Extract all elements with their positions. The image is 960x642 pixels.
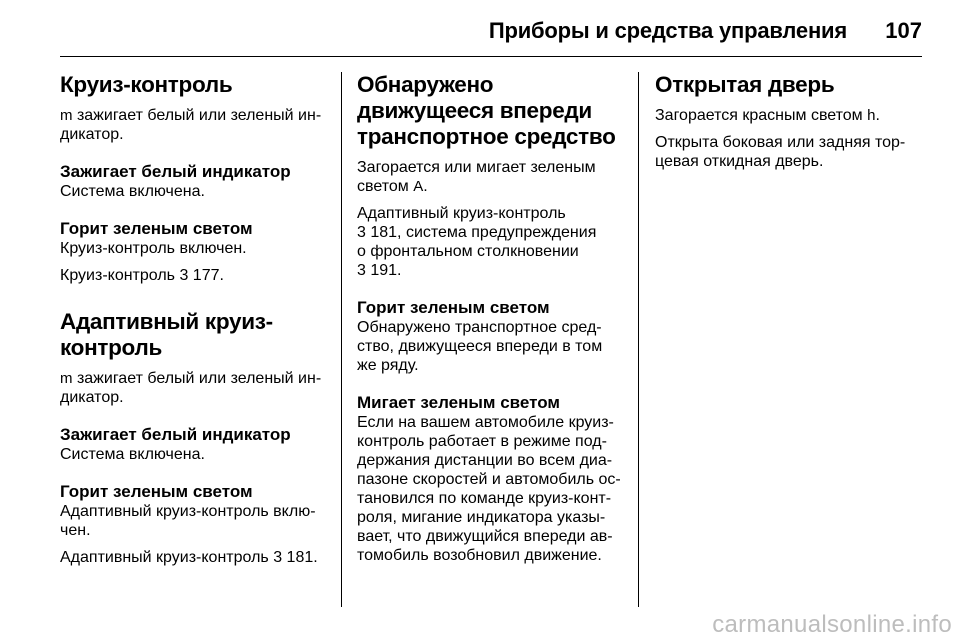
column-1 (60, 72, 330, 567)
acc-intro: m зажигает белый или зеленый ин- дикатор. (60, 370, 322, 406)
door-open-description: Открыта боковая или задняя тор- цевая откидная дверь. (655, 134, 906, 170)
section-title-adaptive-cruise: Адаптивный круиз- контроль (60, 309, 273, 360)
blink-text: Если на вашем автомобиле круиз- контроль работает в режиме под- держания дистанции во всем диа- пазоне скоростей и автомобиль ос- тановился по команде круиз-конт- роля, мигание индикатора указы- вает, что движущийся впереди ав- томобиль возобновил движение. (357, 414, 621, 564)
subheading-blinking: Мигает зеленым светом (357, 393, 560, 412)
door-open-indicator-text: Загорается красным светом h. (655, 107, 880, 124)
white-text: Система включена. (60, 446, 205, 463)
reference-arrow-icon: 3 (273, 549, 283, 566)
green-text: Обнаружено транспортное сред- ство, движущееся впереди в том же ряду. (357, 319, 603, 374)
page-link[interactable]: 177. (188, 267, 224, 284)
section-title-cruise-control: Круиз-контроль (60, 72, 233, 97)
white-text: Система включена. (60, 183, 205, 200)
watermark: carmanualsonline.info (712, 611, 952, 638)
reference-arrow-icon: 3 (357, 262, 366, 279)
cruise-intro: m зажигает белый или зеленый ин- дикатор. (60, 107, 322, 143)
vehicle-ahead-icon: A (413, 178, 424, 195)
column-2 (357, 72, 625, 565)
section-title-vehicle-ahead: Обнаружено движущееся впереди транспортное средство (357, 72, 616, 149)
cruise-control-icon: m (60, 107, 73, 124)
green-text: Круиз-контроль включен. (60, 240, 247, 257)
subheading-white: Зажигает белый индикатор (60, 425, 291, 444)
page-title: Приборы и средства управления (488, 18, 847, 43)
page-number: 107 (885, 18, 922, 43)
vehicle-ahead-refs: Адаптивный круиз-контроль 3 181, система предупреждения о фронтальном столкновении 3 191. (357, 205, 597, 279)
column-3 (655, 72, 925, 171)
subheading-white: Зажигает белый индикатор (60, 162, 291, 181)
subheading-green: Горит зеленым светом (60, 219, 253, 238)
section-title-door-open: Открытая дверь (655, 72, 835, 97)
reference-arrow-icon: 3 (179, 267, 189, 284)
reference-arrow-icon: 3 (357, 224, 366, 241)
page-link[interactable]: 181. (282, 549, 318, 566)
column-divider (341, 72, 342, 607)
door-open-icon: h (867, 107, 876, 124)
acc-reference: Адаптивный круиз-контроль 3 181. (60, 549, 318, 566)
acc-green-text: Адаптивный круиз-контроль вклю- чен. (60, 503, 316, 539)
cruise-reference: Круиз-контроль 3 177. (60, 267, 224, 284)
vehicle-ahead-intro: Загорается или мигает зеленым светом A. (357, 159, 596, 195)
subheading-green: Горит зеленым светом (357, 298, 550, 317)
column-divider (638, 72, 639, 607)
cruise-control-icon: m (60, 370, 73, 387)
subheading-green: Горит зеленым светом (60, 482, 253, 501)
page-header (60, 18, 922, 57)
